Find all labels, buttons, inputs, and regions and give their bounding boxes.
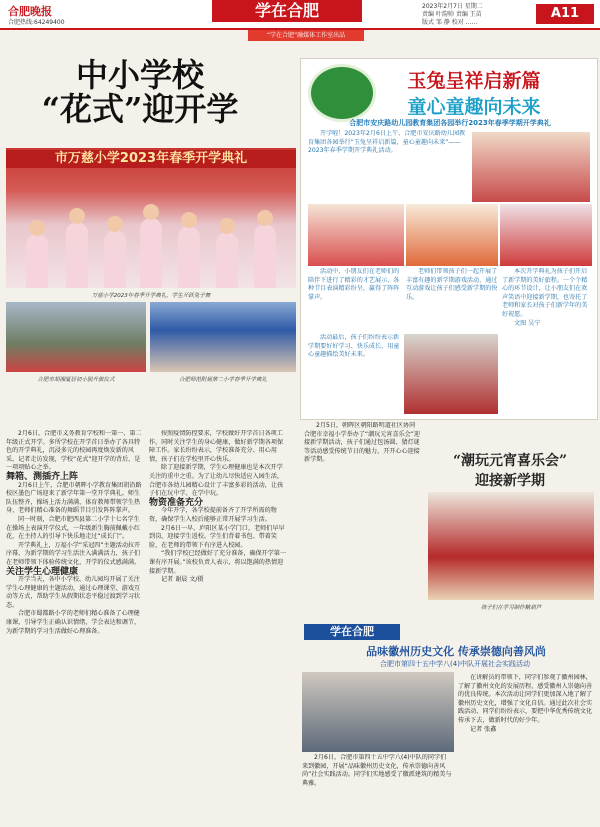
ceremony-photo-caption: 万慈小学2023年春季开学典礼，学生开跃兔子舞 <box>91 293 211 299</box>
lantern-photo-caption: 孩子们在学习制作糖葫芦 <box>480 605 542 611</box>
main-story-column-2 <box>149 430 288 825</box>
byline: 记者 谢晨 文/摄 <box>161 576 204 584</box>
paragraph: 开学当天，各中小学校、幼儿园均开展了关注学生心理健康的主题活动，通过心理课堂、游戏互动等方式，帮助学生从假期状态平稳过渡到学习状态。 <box>6 576 141 609</box>
flag-ceremony-photo <box>6 302 146 372</box>
issue-layout: 版式 邹 静 校对 …… <box>422 19 478 26</box>
kids-figures <box>6 208 296 288</box>
paragraph: 开学典礼上，万福小学“采冠四”主题活动拉开序幕，为新学期的学习生活注入满满活力，孩子们在老师带领下体验传统文化，开学的仪式感满满。 <box>6 541 141 566</box>
kindergarten-photo-3 <box>406 204 498 266</box>
issue-editors: 责编 叶韵帅 责编 王苗 <box>422 11 482 18</box>
hui-culture-text-2 <box>458 674 596 826</box>
kindergarten-photo-1 <box>472 132 590 202</box>
headline-line-2: “花式”迎开学 <box>41 90 239 128</box>
kindergarten-text-5: 活动最后，孩子们纷纷表示新学期要好好学习、快乐成长，用童心童趣描绘美好未来。 <box>308 334 400 359</box>
byline: 记者 张鑫 <box>470 725 497 733</box>
subheading: 舞箱、测插齐上阵 <box>6 471 79 482</box>
section-tag: 学在合肥 <box>304 624 400 640</box>
paragraph: 同一时刻，合肥市肥西县第二小学十七名学生在操场上表演开学仪式，一年级新生胸前佩戴小红花，在主持人的引导下快乐地走过“成长门”。 <box>6 515 141 541</box>
kindergarten-text-2: 活动中，小朋友们在老师们的陪伴下进行了精彩的才艺展示，各种节目表演精彩纷呈，赢得了阵阵掌声。 <box>308 268 400 301</box>
page-number: A11 <box>536 4 594 24</box>
kindergarten-photo-2 <box>308 204 404 266</box>
hui-culture-title: 品味徽州历史文化 传承崇德向善风尚 <box>366 645 546 658</box>
masthead <box>0 0 600 30</box>
kindergarten-emblem-icon <box>308 64 376 122</box>
main-story-column-1 <box>6 430 145 825</box>
lantern-title-1: “潮玩元宵喜乐会” <box>452 453 568 469</box>
lantern-title-2: 迎接新学期 <box>475 473 545 489</box>
paragraph: 本次开学典礼为孩子们开启了新学期的美好旅程。一个个精心的环节设计，让小朋友们在欢声笑语中迎接新学期，也寄托了老师和家长对孩子们新学年的美好祝愿。 <box>502 268 588 318</box>
kindergarten-text-4 <box>502 268 592 416</box>
paragraph: 今年开学，各学校提前备齐了开学所需的物资，确保学生入校后能够正常开展学习生活。 <box>149 507 277 523</box>
kindergarten-text-3: 老师们带领孩子们一起开展了丰富有趣的新学期游戏活动，通过互动游戏让孩子们感受新学期的快乐。 <box>406 268 498 301</box>
ceremony-banner: 市万慈小学2023年春季开学典礼 <box>6 150 296 168</box>
section-subheader: “学在合肥”融媒体工作室出品 <box>248 30 364 41</box>
hui-culture-text-1: 2月6日，合肥市第四十五中学八(4)中队的同学们来到徽园，开展“品味徽州历史文化，传承崇德向善风尚”社会实践活动。同学们实地感受了徽派建筑的精美与典雅。 <box>302 754 452 787</box>
kindergarten-photo-5 <box>404 334 498 414</box>
lantern-story-text: 2月5日，朝晖区朝阳路明道社区协同合肥市幸福小学举办了“潮玩元宵喜乐会”迎接新学期活动，孩子们通过包汤圆、猜灯谜等活动感受传统节日的魅力，开开心心迎接新学期。 <box>304 422 420 464</box>
newspaper-logo: 合肥晚报 <box>8 5 52 18</box>
paragraph: 2月6日，合肥市义务教育学校和一第一、第二年级正式开学。多所学校在开学首日举办了各具特色的开学典礼，沉浸多元的校园再度焕发新的风采。记者走访发现，学校“花式”迎开学的背后，是一项项贴心之举。 <box>6 430 142 472</box>
stage-photo-caption: 合肥师范附属第二小学春季开学典礼 <box>178 377 267 383</box>
byline: 文图 吴宁 <box>514 319 541 327</box>
paragraph: 除了迎接新学期，学生心理健康也是本次开学关注的重中之重。为了让幼儿尽快适应入园生活，合肥市各幼儿园精心设计了丰富多彩的活动，让孩子们在玩中学、在学中玩。 <box>149 464 284 498</box>
kindergarten-subtitle: 合肥市安庆路幼儿园教育集团各园举行2023年春季学期开学典礼 <box>349 119 551 127</box>
paragraph: 合肥市蜀都路小学的老师们精心准备了心理健康课，引导学生正确认识情绪，学会表达和调节，为新学期的学习生活做好心理准备。 <box>6 610 141 635</box>
flag-photo-caption: 合肥市胡湘厦居初小脱升旗仪式 <box>37 377 115 383</box>
paragraph: 按照疫情防控要求，学校做好开学首日各项工作，同时关注学生的身心健康，做好新学期各项保障工作。家长纷纷表示，学校准备充分、用心用情，孩子们在学校里开心快乐。 <box>149 430 284 463</box>
section-title: 学在合肥 <box>212 0 362 22</box>
subheading: 关注学生心理健康 <box>6 566 79 577</box>
hui-culture-subtitle: 合肥市第四十五中学八(4)中队开展社会实践活动 <box>380 660 530 668</box>
subheading: 物资准备充分 <box>149 497 204 508</box>
main-headline <box>40 58 240 126</box>
hui-culture-photo <box>302 672 454 752</box>
headline-line-1: 中小学校 <box>75 56 204 94</box>
paragraph: 在讲解员的带领下，同学们参观了徽州园林，了解了徽州文化的发展历程，感受徽州人崇德向善的优良传统。本次活动让同学们更加深入地了解了徽州历史文化，增强了文化自信。通过此次社会实践活动，同学们纷纷表示，要把中华优秀传统文化传承下去，做新时代的好少年。 <box>458 674 593 724</box>
issue-info <box>422 3 530 27</box>
paragraph: “我们学校已经做好了充分准备，确保开学第一课有序开展。”该校负责人表示，将以饱满的热情迎接新学期。 <box>149 550 287 575</box>
paragraph: 2月6日一早，庐阳区某小学门口，老师们早早到岗，迎接学生返校。学生们背着书包、带着笑脸，在老师的带领下有序进入校园。 <box>149 524 285 549</box>
lantern-photo <box>428 492 594 600</box>
kindergarten-text-1: 开学啦！2023年2月6日上午，合肥市安庆路幼儿园教育集团各园举行“玉兔呈祥启新篇，童心童趣向未来”——2023年春季学期开学典礼活动。 <box>308 130 466 155</box>
stage-photo <box>150 302 296 372</box>
kindergarten-photo-4 <box>500 204 592 266</box>
kindergarten-title-2: 童心童趣向未来 <box>407 96 541 118</box>
ceremony-photo <box>6 148 296 288</box>
kindergarten-title-1: 玉兔呈祥启新篇 <box>407 70 541 92</box>
issue-date: 2023年2月7日 星期二 <box>422 3 483 10</box>
paragraph: 2月6日上午，合肥市朝晖小学教育集团胡沿路校区墨色广场迎来了新学年第一堂开学典礼。师生队伍整齐，操场上活力满满，体育教师带领学生热身，老师们精心准备的舞蹈节目引发阵阵掌声。 <box>6 481 142 515</box>
hotline: 合肥热线:64249400 <box>8 19 65 26</box>
